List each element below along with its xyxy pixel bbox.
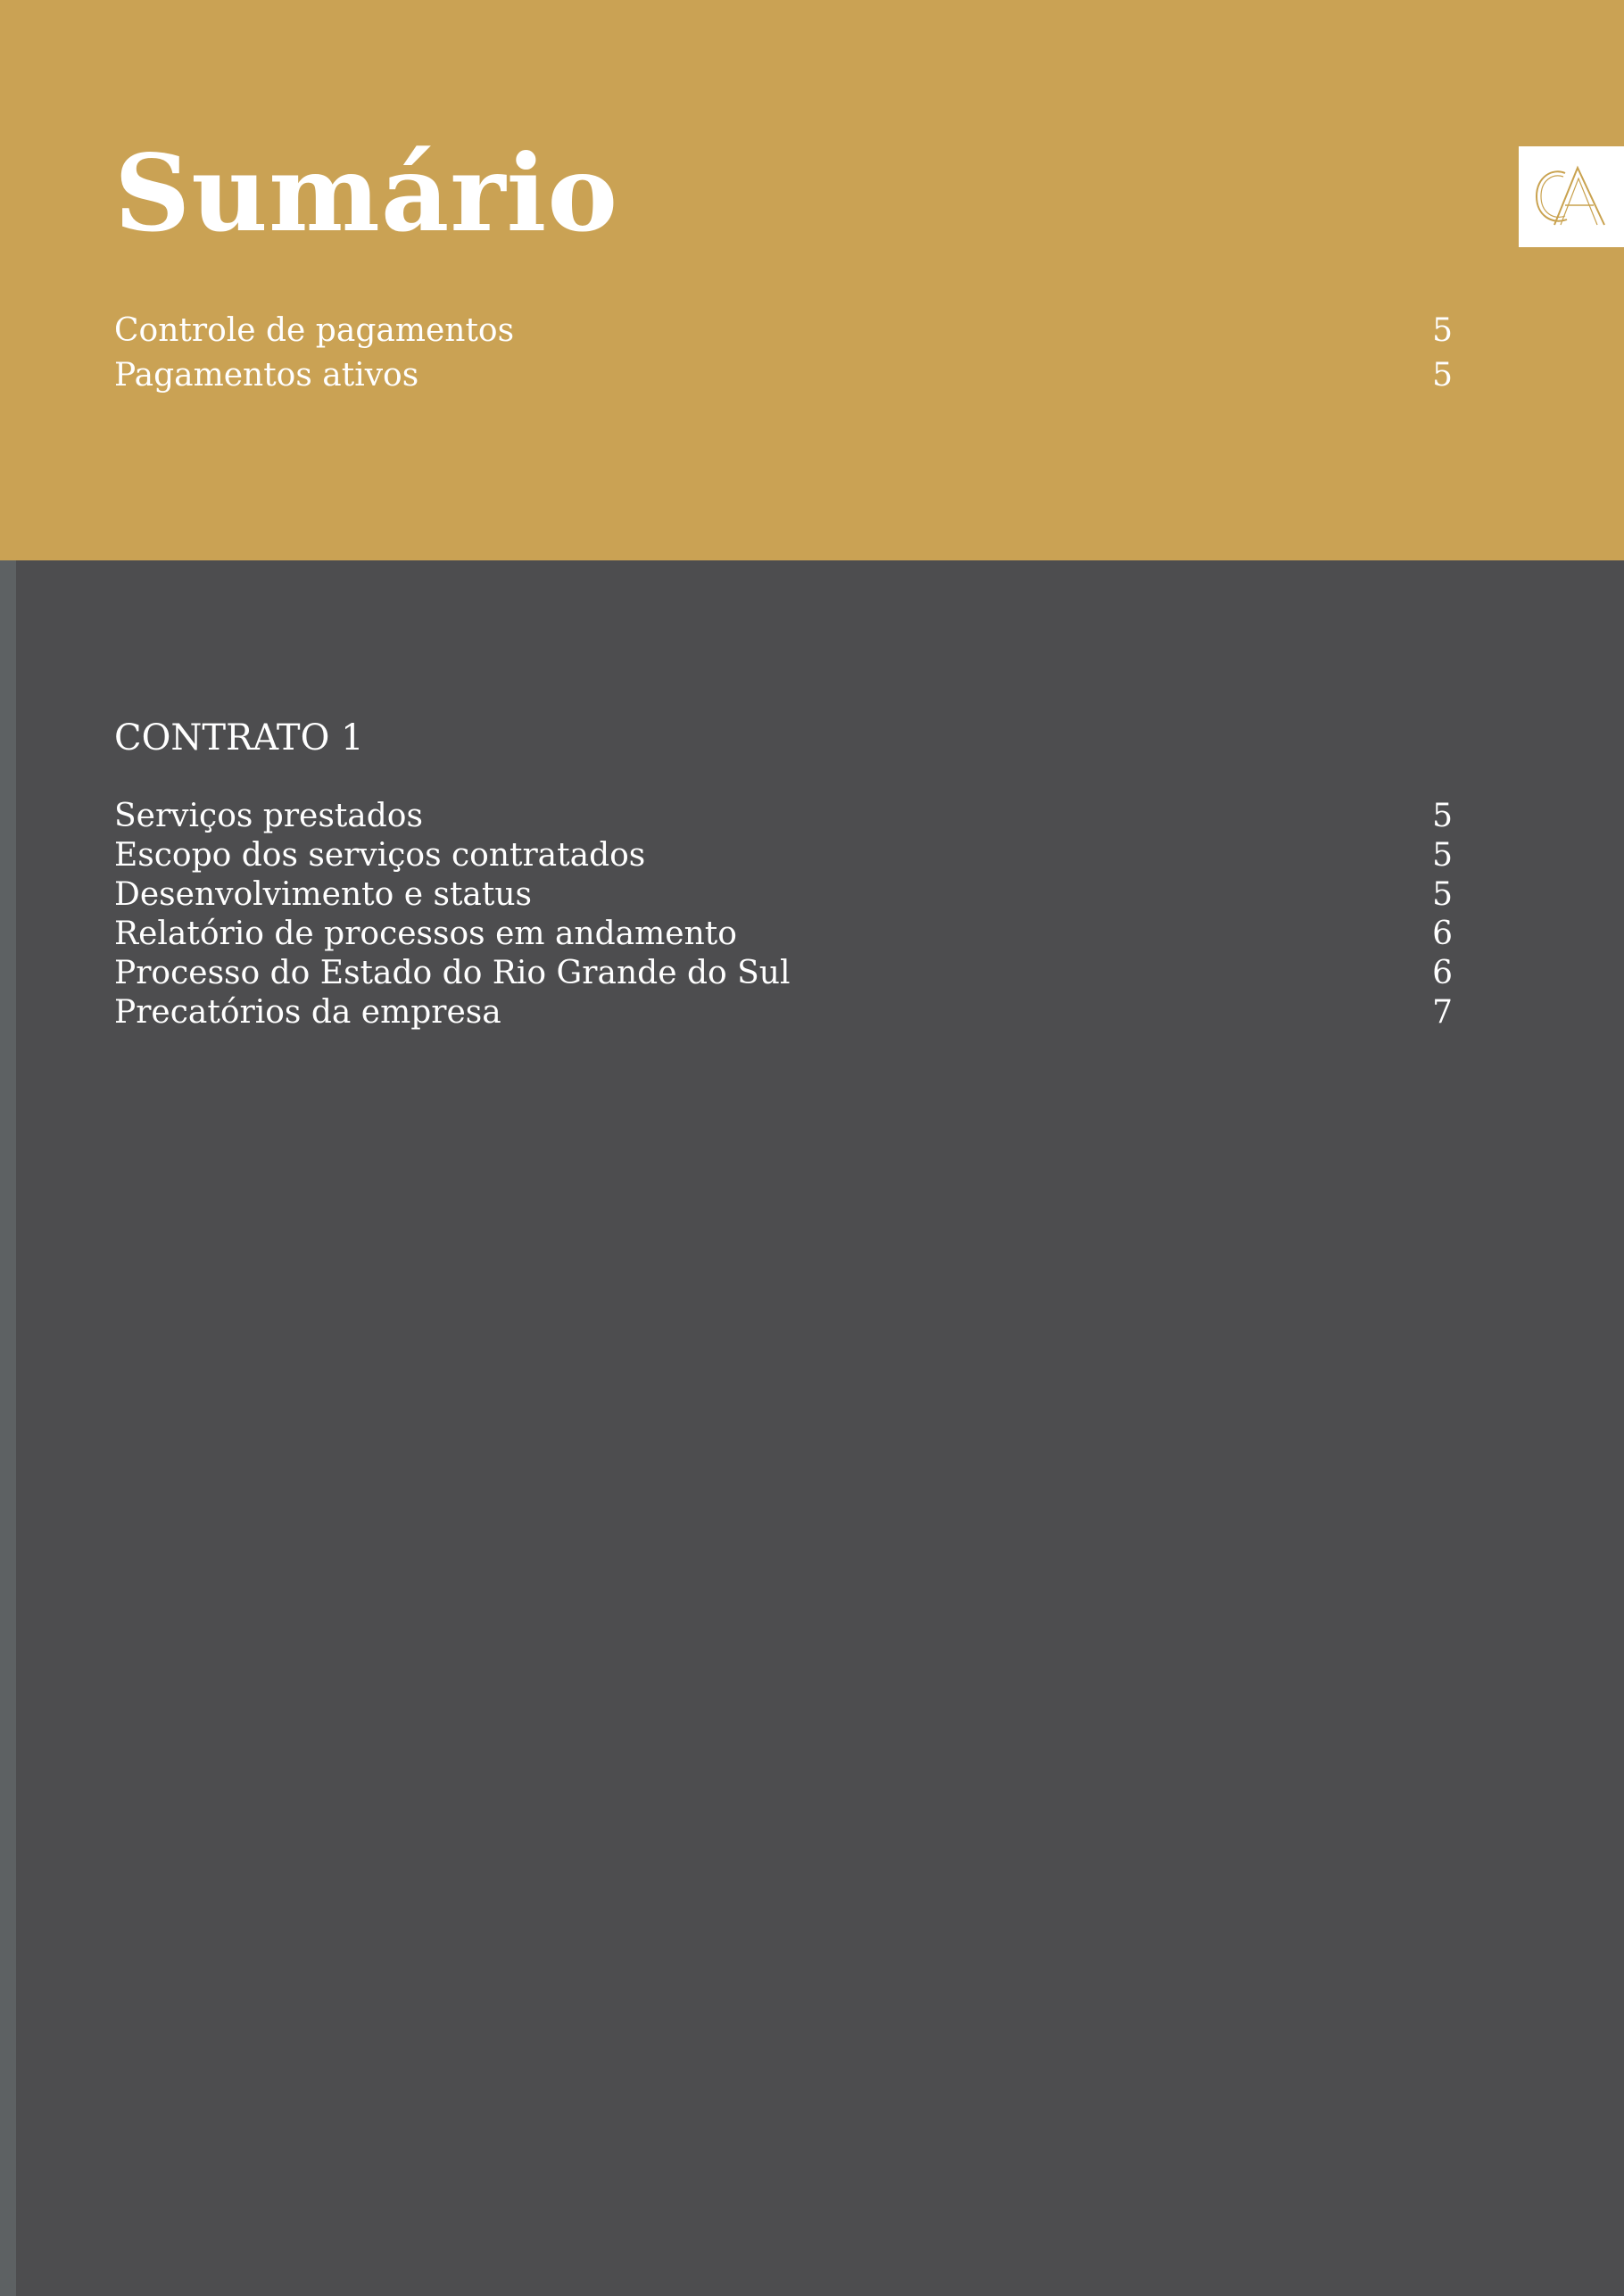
toc-entry-label: Precatórios da empresa xyxy=(114,994,501,1031)
toc-entry[interactable] xyxy=(114,353,1453,398)
toc-entry-page: 7 xyxy=(1432,994,1453,1031)
toc-entry[interactable] xyxy=(114,993,1453,1032)
toc-entry-page: 6 xyxy=(1432,955,1453,991)
toc-entry[interactable] xyxy=(114,875,1453,915)
ca-monogram-logo-icon xyxy=(1519,146,1624,247)
toc-entry[interactable] xyxy=(114,836,1453,875)
section-heading: CONTRATO 1 xyxy=(114,717,364,758)
toc-entry-page: 5 xyxy=(1432,837,1453,874)
section-toc xyxy=(114,797,1453,1032)
header-band xyxy=(0,0,1624,560)
toc-entry-label: Processo do Estado do Rio Grande do Sul xyxy=(114,955,791,991)
toc-entry-page: 5 xyxy=(1432,798,1453,834)
left-edge-strip xyxy=(0,560,16,2296)
page-title: Sumário xyxy=(114,131,619,255)
toc-entry-page: 5 xyxy=(1432,312,1453,349)
logo-box xyxy=(1519,146,1624,247)
toc-entry-label: Controle de pagamentos xyxy=(114,312,515,349)
toc-entry-page: 6 xyxy=(1432,916,1453,952)
toc-entry[interactable] xyxy=(114,309,1453,353)
toc-entry-label: Pagamentos ativos xyxy=(114,357,419,394)
toc-entry[interactable] xyxy=(114,915,1453,954)
toc-entry-label: Serviços prestados xyxy=(114,798,423,834)
header-toc xyxy=(114,309,1453,398)
toc-entry-page: 5 xyxy=(1432,876,1453,913)
toc-entry-label: Escopo dos serviços contratados xyxy=(114,837,646,874)
toc-entry-page: 5 xyxy=(1432,357,1453,394)
toc-entry[interactable] xyxy=(114,797,1453,836)
toc-entry-label: Desenvolvimento e status xyxy=(114,876,532,913)
toc-entry-label: Relatório de processos em andamento xyxy=(114,916,737,952)
toc-entry[interactable] xyxy=(114,954,1453,993)
